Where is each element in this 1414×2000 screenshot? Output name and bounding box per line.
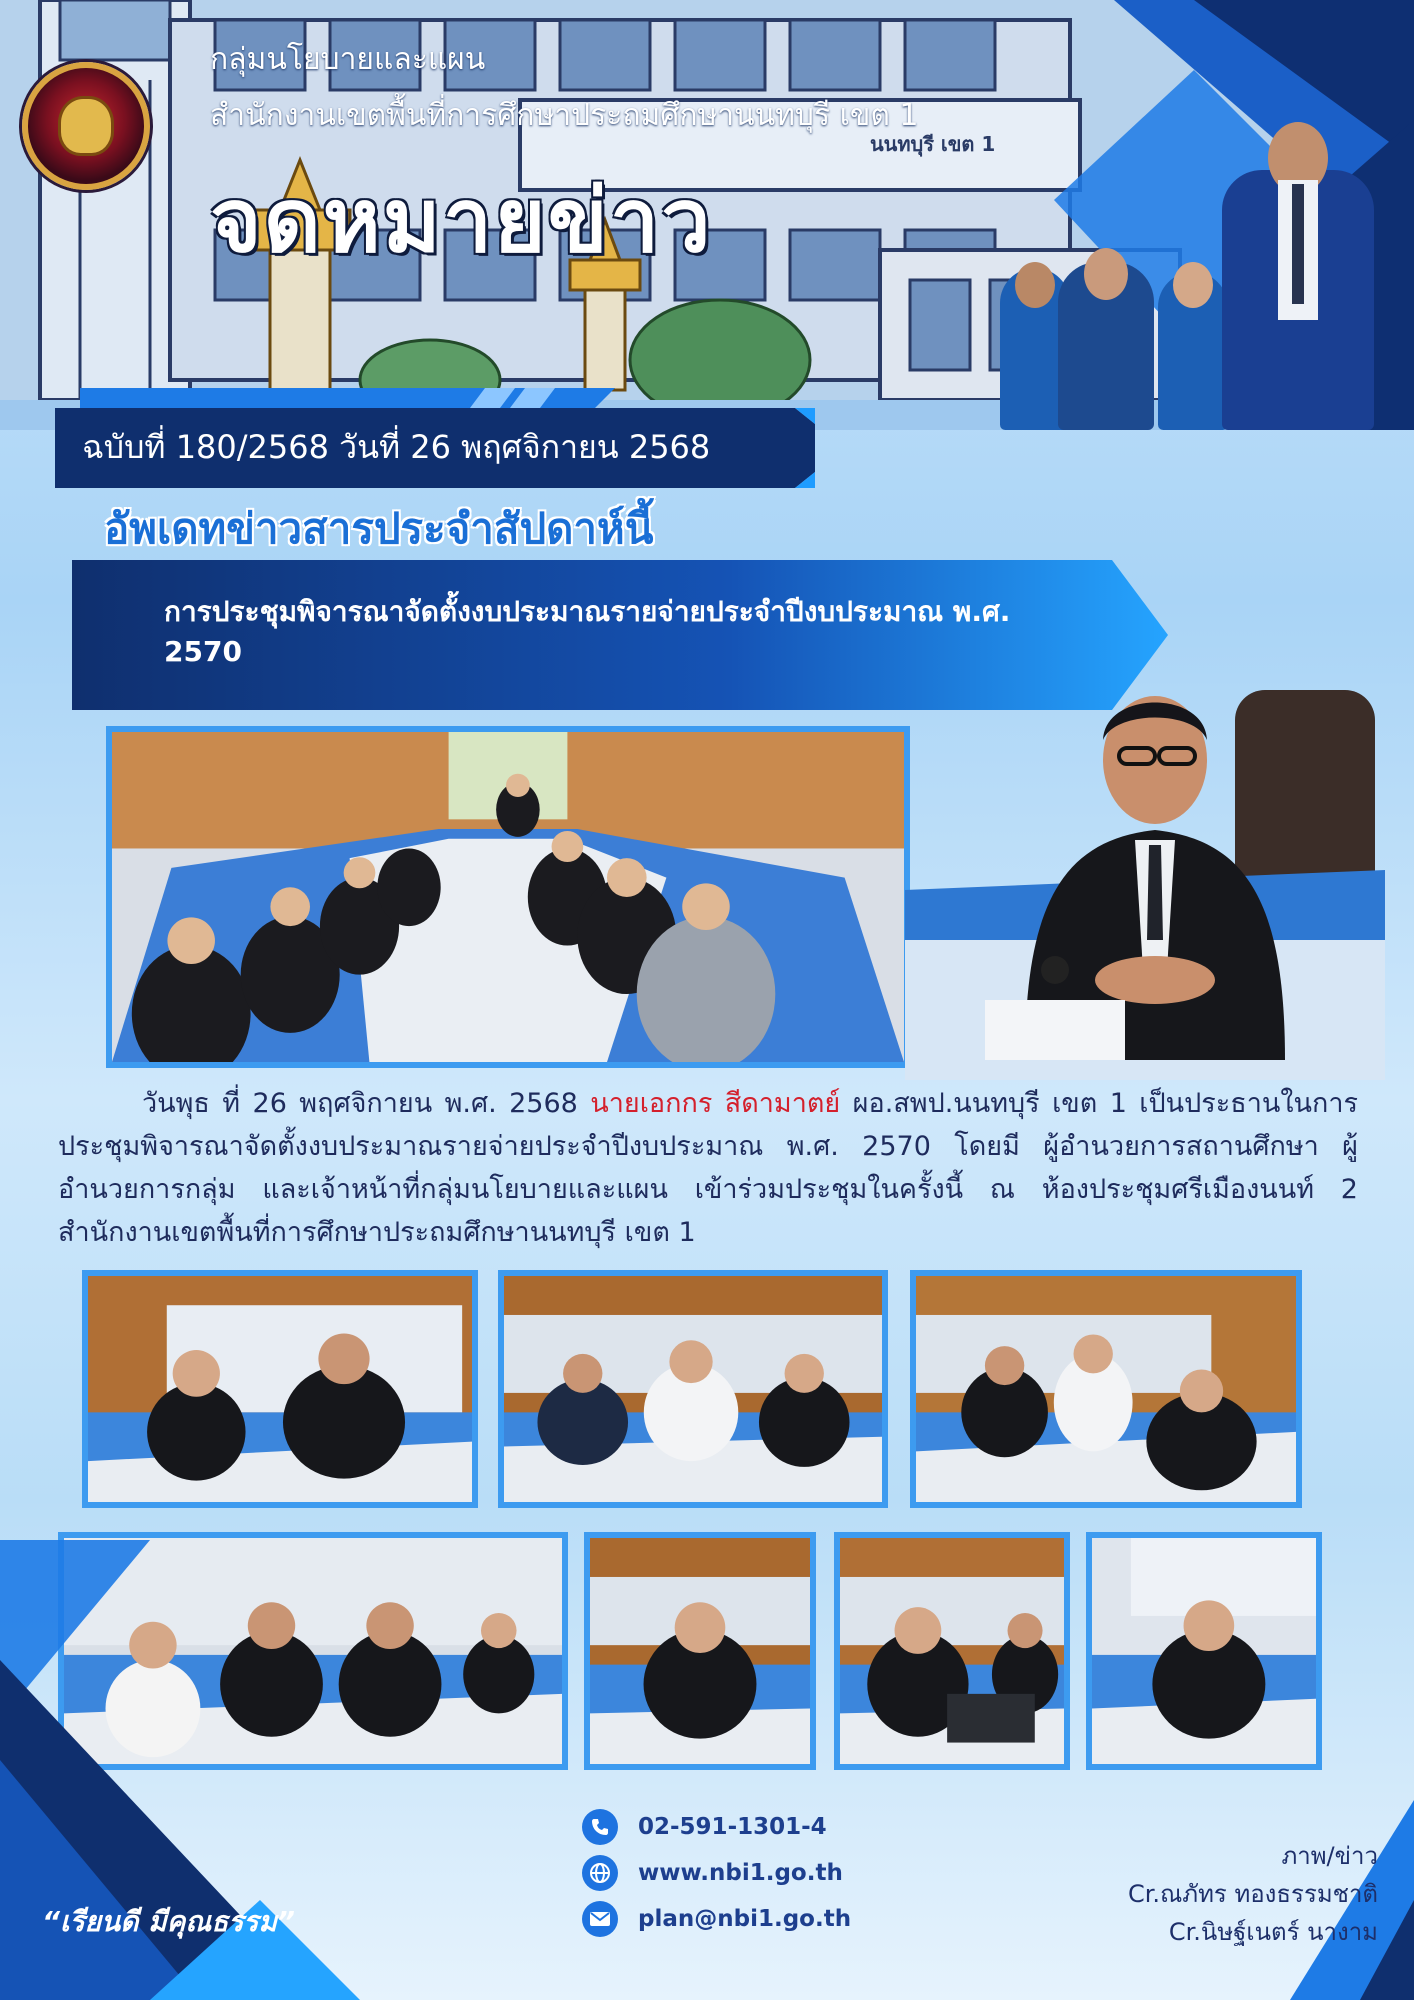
credit-photographer-1: Cr.ณภัทร ทองธรรมชาติ	[1127, 1880, 1378, 1908]
article-text-part1: วันพุธ ที่ 26 พฤศจิกายน พ.ศ. 2568	[142, 1088, 591, 1119]
contact-phone	[582, 1808, 827, 1846]
credit-photographer-2: Cr.นิษฐ์เนตร์ นางาม	[1168, 1918, 1378, 1946]
header	[0, 0, 1414, 430]
chairman-name: นายเอกกร สีดามาตย์	[590, 1088, 841, 1119]
article-text-part2: ผอ.สพป.นนทบุรี เขต 1 เป็นประธานในการประชุมพิจารณาจัดตั้งงบประมาณรายจ่ายประจำปีงบประมาณ พ.ศ. 2570 โดยมี ผู้อำนวยการสถานศึกษา ผู้อำนวยการกลุ่ม และเจ้าหน้าที่กลุ่มนโยบายและแผน เข้าร่วมประชุมในครั้งนี้ ณ ห้องประชุมศรีเมืองนนท์ 2 สำนักงานเขตพื้นที่การศึกษาประถมศึกษานนทบุรี เขต 1	[58, 1088, 1359, 1248]
news-title: การประชุมพิจารณาจัดตั้งงบประมาณรายจ่ายประจำปีงบประมาณ พ.ศ. 2570	[164, 595, 1011, 668]
phone-number: 02-591-1301-4	[638, 1814, 827, 1840]
office-name: สำนักงานเขตพื้นที่การศึกษาประถมศึกษานนทบุรี เขต 1	[210, 98, 919, 133]
issue-number-date: ฉบับที่ 180/2568 วันที่ 26 พฤศจิกายน 2568	[82, 428, 711, 466]
motto: “เรียนดี มีคุณธรรม”	[42, 1905, 295, 1938]
mail-icon	[582, 1901, 618, 1937]
contact-email	[582, 1900, 851, 1938]
seal-emblem	[58, 96, 114, 156]
section-heading: อัพเดทข่าวสารประจำสัปดาห์นี้	[104, 504, 654, 553]
gallery-photo-2	[498, 1270, 888, 1508]
main-meeting-photo	[106, 726, 910, 1068]
staff-figure-4	[1222, 170, 1374, 430]
phone-icon	[582, 1809, 618, 1845]
contact-website	[582, 1854, 843, 1892]
gallery-photo-1	[82, 1270, 478, 1508]
office-seal-logo	[22, 62, 150, 190]
chairman-photo	[905, 640, 1385, 1080]
email-link[interactable]: plan@nbi1.go.th	[638, 1906, 852, 1932]
office-group-name: กลุ่มนโยบายและแผน	[210, 42, 486, 77]
newsletter-title: จดหมายข่าว	[210, 169, 713, 272]
staff-figure-2	[1058, 262, 1154, 430]
article-body	[58, 1082, 1358, 1254]
header-sign-text: นนทบุรี เขต 1	[870, 132, 996, 156]
globe-icon	[582, 1855, 618, 1891]
website-link[interactable]: www.nbi1.go.th	[638, 1860, 843, 1886]
gallery-photo-3	[910, 1270, 1302, 1508]
staff-figure-3	[1158, 272, 1228, 430]
credit-label: ภาพ/ข่าว	[1281, 1842, 1378, 1870]
